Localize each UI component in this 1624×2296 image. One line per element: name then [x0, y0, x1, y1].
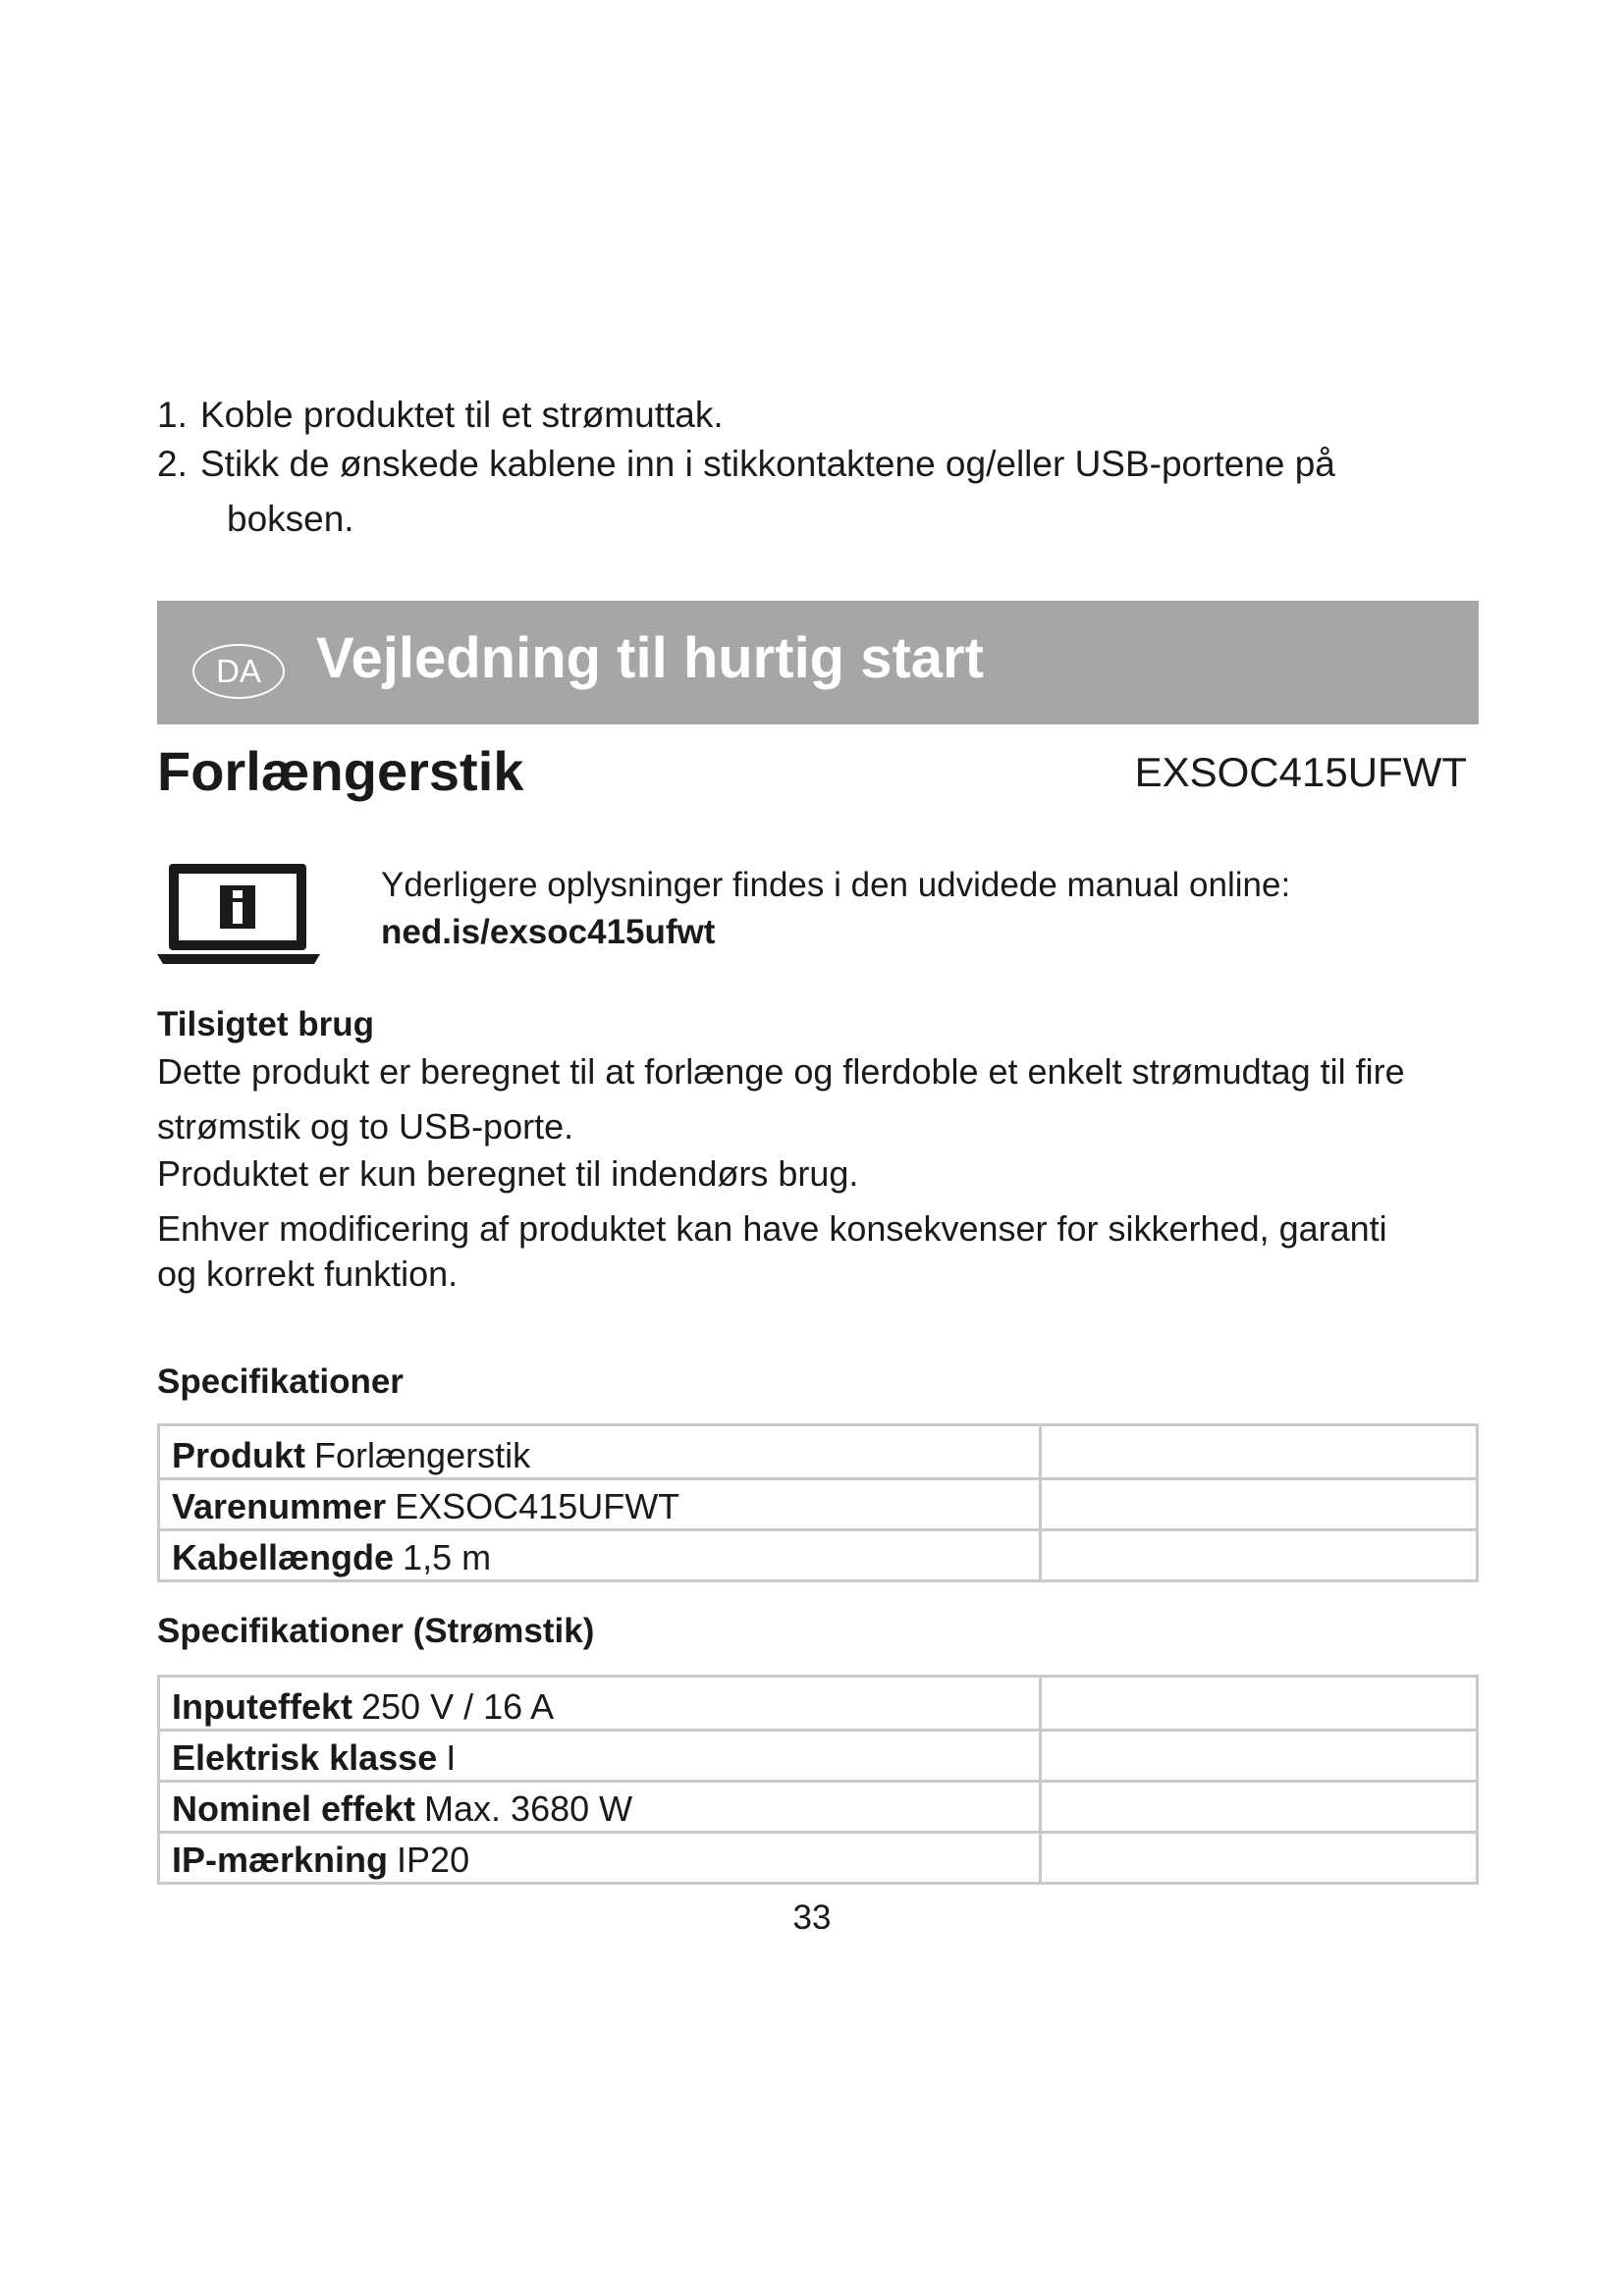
- spec-value: Forlængerstik: [314, 1435, 531, 1475]
- table-row: [160, 1528, 1476, 1579]
- intended-use-line: Dette produkt er beregnet til at forlænge og flerdoble et enkelt strømudtag til fire: [157, 1051, 1405, 1092]
- table-cell-empty: [1042, 1678, 1476, 1729]
- spec-value: Max. 3680 W: [424, 1789, 633, 1829]
- spec-key: Varenummer: [172, 1486, 387, 1526]
- specs-heading: Specifikationer: [157, 1362, 404, 1401]
- banner-title: Vejledning til hurtig start: [316, 626, 984, 690]
- laptop-info-icon: [157, 860, 320, 968]
- intended-use-line: og korrekt funktion.: [157, 1254, 459, 1294]
- table-cell: [160, 1480, 1042, 1528]
- language-badge: DA: [192, 644, 285, 699]
- table-row: [160, 1678, 1476, 1729]
- table-row: [160, 1477, 1476, 1528]
- step-number: 2.: [157, 444, 188, 484]
- intended-use-heading: Tilsigtet brug: [157, 1005, 375, 1043]
- spec-value: 250 V / 16 A: [361, 1686, 555, 1727]
- step-text: Koble produktet til et strømuttak.: [200, 395, 724, 435]
- spec-value: EXSOC415UFWT: [395, 1486, 680, 1526]
- model-code: EXSOC415UFWT: [1134, 749, 1467, 795]
- table-row: [160, 1426, 1476, 1477]
- table-cell-empty: [1042, 1834, 1476, 1882]
- page-number: 33: [792, 1898, 832, 1937]
- spec-value: I: [446, 1737, 457, 1778]
- table-cell: [160, 1678, 1042, 1729]
- power-specs-heading: Specifikationer (Strømstik): [157, 1612, 595, 1650]
- table-cell: [160, 1531, 1042, 1579]
- table-row: [160, 1729, 1476, 1780]
- section-banner: [157, 601, 1479, 724]
- spec-value: 1,5 m: [403, 1537, 492, 1577]
- specs-table: [157, 1423, 1479, 1582]
- spec-key: Inputeffekt: [172, 1686, 352, 1727]
- table-cell-empty: [1042, 1531, 1476, 1579]
- table-cell-empty: [1042, 1426, 1476, 1477]
- step-number: 1.: [157, 395, 188, 435]
- table-cell-empty: [1042, 1480, 1476, 1528]
- table-cell: [160, 1426, 1042, 1477]
- step-text: Stikk de ønskede kablene inn i stikkontaktene og/eller USB-portene på: [200, 444, 1335, 484]
- info-text: Yderligere oplysninger findes i den udvidede manual online:: [381, 866, 1291, 904]
- spec-key: Produkt: [172, 1435, 306, 1475]
- step-1: [157, 397, 724, 433]
- intended-use-line: Enhver modificering af produktet kan have konsekvenser for sikkerhed, garanti: [157, 1208, 1387, 1249]
- table-row: [160, 1831, 1476, 1882]
- table-row: [160, 1780, 1476, 1831]
- power-specs-table: [157, 1675, 1479, 1885]
- table-cell: [160, 1732, 1042, 1780]
- spec-key: Kabellængde: [172, 1537, 395, 1577]
- table-cell-empty: [1042, 1783, 1476, 1831]
- spec-key: IP-mærkning: [172, 1840, 389, 1880]
- spec-value: IP20: [397, 1840, 470, 1880]
- intended-use-line: strømstik og to USB-porte.: [157, 1106, 574, 1147]
- spec-key: Elektrisk klasse: [172, 1737, 438, 1778]
- spec-key: Nominel effekt: [172, 1789, 416, 1829]
- manual-link[interactable]: ned.is/exsoc415ufwt: [381, 913, 716, 951]
- table-cell-empty: [1042, 1732, 1476, 1780]
- product-title: Forlængerstik: [157, 740, 524, 802]
- table-cell: [160, 1834, 1042, 1882]
- table-cell: [160, 1783, 1042, 1831]
- step-2: [157, 446, 1335, 482]
- intended-use-line: Produktet er kun beregnet til indendørs brug.: [157, 1153, 859, 1194]
- step-2-continuation: boksen.: [227, 499, 354, 539]
